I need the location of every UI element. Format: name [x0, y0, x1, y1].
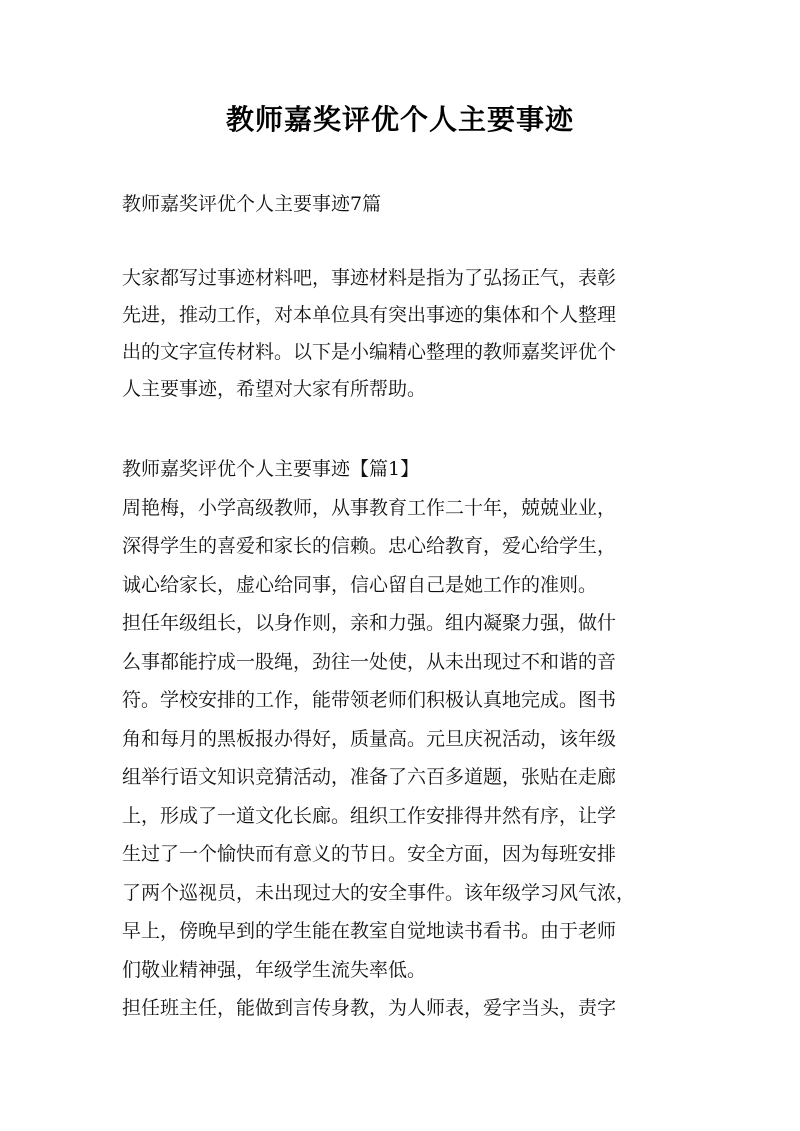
article-line: 符。学校安排的工作，能带领老师们积极认真地完成。图书: [122, 689, 617, 711]
article-line: 们敬业精神强，年级学生流失率低。: [122, 958, 427, 981]
article-line: 诚心给家长，虚心给同事，信心留自己是她工作的准则。: [122, 573, 598, 596]
article-section: [122, 450, 682, 1028]
article-line: 上，形成了一道文化长廊。组织工作安排得井然有序，让学: [122, 804, 617, 827]
article-line: 早上，傍晚早到的学生能在教室自觉地读书看书。由于老师: [122, 920, 617, 942]
article-line: 担任年级组长，以身作则，亲和力强。组内凝聚力强，做什: [122, 612, 617, 634]
intro-line: 出的文字宣传材料。以下是小编精心整理的教师嘉奖评优个: [122, 341, 617, 363]
intro-paragraph: [122, 260, 682, 408]
intro-line: 人主要事迹，希望对大家有所帮助。: [122, 378, 427, 400]
intro-line: 大家都写过事迹材料吧，事迹材料是指为了弘扬正气，表彰: [122, 267, 617, 289]
article-line: 深得学生的喜爱和家长的信赖。忠心给教育，爱心给学生，: [122, 535, 617, 557]
article-line: 组举行语文知识竞猜活动，准备了六百多道题，张贴在走廊: [122, 766, 617, 788]
article-line: 担任班主任，能做到言传身教，为人师表，爱字当头，责字: [122, 997, 617, 1019]
article-line: 么事都能拧成一股绳，劲往一处使，从未出现过不和谐的音: [122, 650, 617, 673]
article-line: 角和每月的黑板报办得好，质量高。元旦庆祝活动，该年级: [122, 727, 617, 750]
article-line: 了两个巡视员，未出现过大的安全事件。该年级学习风气浓，: [122, 881, 636, 904]
document-subtitle: 教师嘉奖评优个人主要事迹7篇: [122, 193, 382, 215]
article-line: 周艳梅，小学高级教师，从事教育工作二十年，兢兢业业，: [122, 496, 617, 519]
intro-line: 先进，推动工作，对本单位具有突出事迹的集体和个人整理: [122, 304, 617, 326]
document-title: 教师嘉奖评优个人主要事迹: [225, 103, 574, 136]
section-heading: 教师嘉奖评优个人主要事迹【篇1】: [122, 458, 420, 480]
article-line: 生过了一个愉快而有意义的节日。安全方面，因为每班安排: [122, 843, 617, 865]
